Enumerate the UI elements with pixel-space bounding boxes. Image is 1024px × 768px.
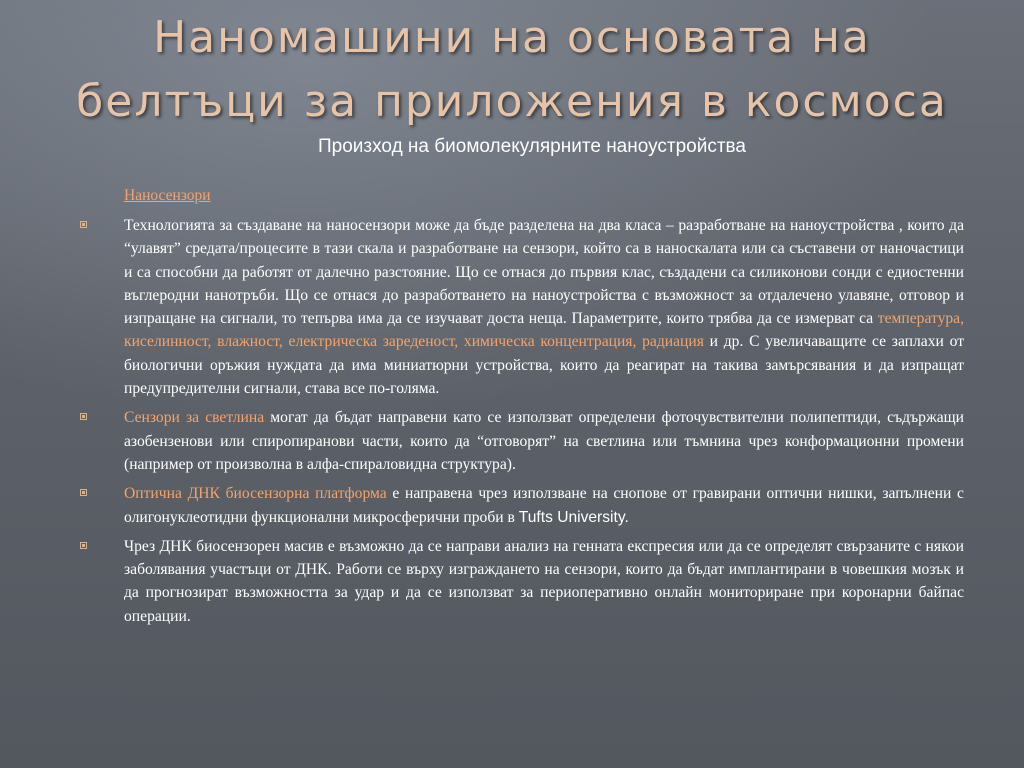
bullet-text: могат да бъдат направени като се използват определени фоточувствителни полипептиди, съдържащи азобензенови или спиропиранови части, които да “отговорят” на светлина или тъмнина чрез конформационни промени (например от произволна в алфа-спираловидна структура). bbox=[124, 409, 964, 473]
bullet-text-continued: и др. С увеличаващите се заплахи от биологични оръжия нуждата да има миниатюрни устройства, които да реагират на такива замърсявания и да изпращат предупредителни сигнали, става все по-голяма. bbox=[124, 333, 965, 398]
bullet-item-dna-biosensor-array bbox=[76, 535, 964, 628]
bullet-highlight: Сензори за светлина bbox=[124, 409, 265, 427]
bullet-text: Чрез ДНК биосензорен масив е възможно да се направи анализ на генната експресия или да се определят свързаните с някои заболявания участъци от ДНК. Работи се върху изграждането на сензори, които да бъдат имплантирани в човешкия мозък и да прогнозират възможността за удар и да се използват за периоперативно онлайн мониториране при коронарни байпас операции. bbox=[124, 537, 964, 625]
bullet-item-optical-dna-platform bbox=[76, 482, 964, 529]
bullet-square-icon bbox=[80, 413, 87, 420]
bullet-text-university: Tufts University. bbox=[518, 508, 629, 526]
bullet-item-light-sensors bbox=[76, 406, 964, 476]
bullet-text: Технологията за създаване на наносензори може да бъде разделена на два класа – разработване на наноустройства , които да “улавят” средата/процесите в тази скала и разработване на сензори, който са в наноскалата или са съставени от наночастици и са способни да работят от далечно разстояние. Що се отнася до първия клас, създадени са силиконови сонди с едиостенни въглеродни нанотръби. Що се отнася до разработването на наноустройства с възможност за отдалечено улавяне, отговор и изпращане на сигнали, то тепърва има да се изучават доста неща. Параметрите, които трябва да се измерват са bbox=[124, 217, 964, 328]
slide-subtitle: Произход на биомолекулярните наноустройства bbox=[318, 136, 746, 157]
bullet-highlight: температура, киселинност, влажност, електрическа зареденост, химическа концентрация, радиация bbox=[124, 310, 964, 351]
slide-title-line-2: белтъци за приложения в космоса bbox=[76, 76, 948, 127]
bullet-text: е направена чрез използване на снопове от гравирани оптични нишки, запълнени с олигонуклеотидни функционални микросферични проби в bbox=[124, 485, 964, 526]
bullet-item-nanosensor-technology bbox=[76, 214, 964, 400]
bullet-square-icon bbox=[80, 489, 87, 496]
slide-title bbox=[0, 6, 1024, 134]
slide-title-line-1: Наномашини на основата на bbox=[153, 12, 871, 63]
bullet-square-icon bbox=[80, 221, 87, 228]
section-link-nanosensors[interactable]: Наносензори bbox=[124, 187, 211, 204]
bullet-square-icon bbox=[80, 542, 87, 549]
bullet-highlight: Оптична ДНК биосензорна платформа bbox=[124, 485, 387, 503]
bullet-list bbox=[76, 214, 964, 634]
